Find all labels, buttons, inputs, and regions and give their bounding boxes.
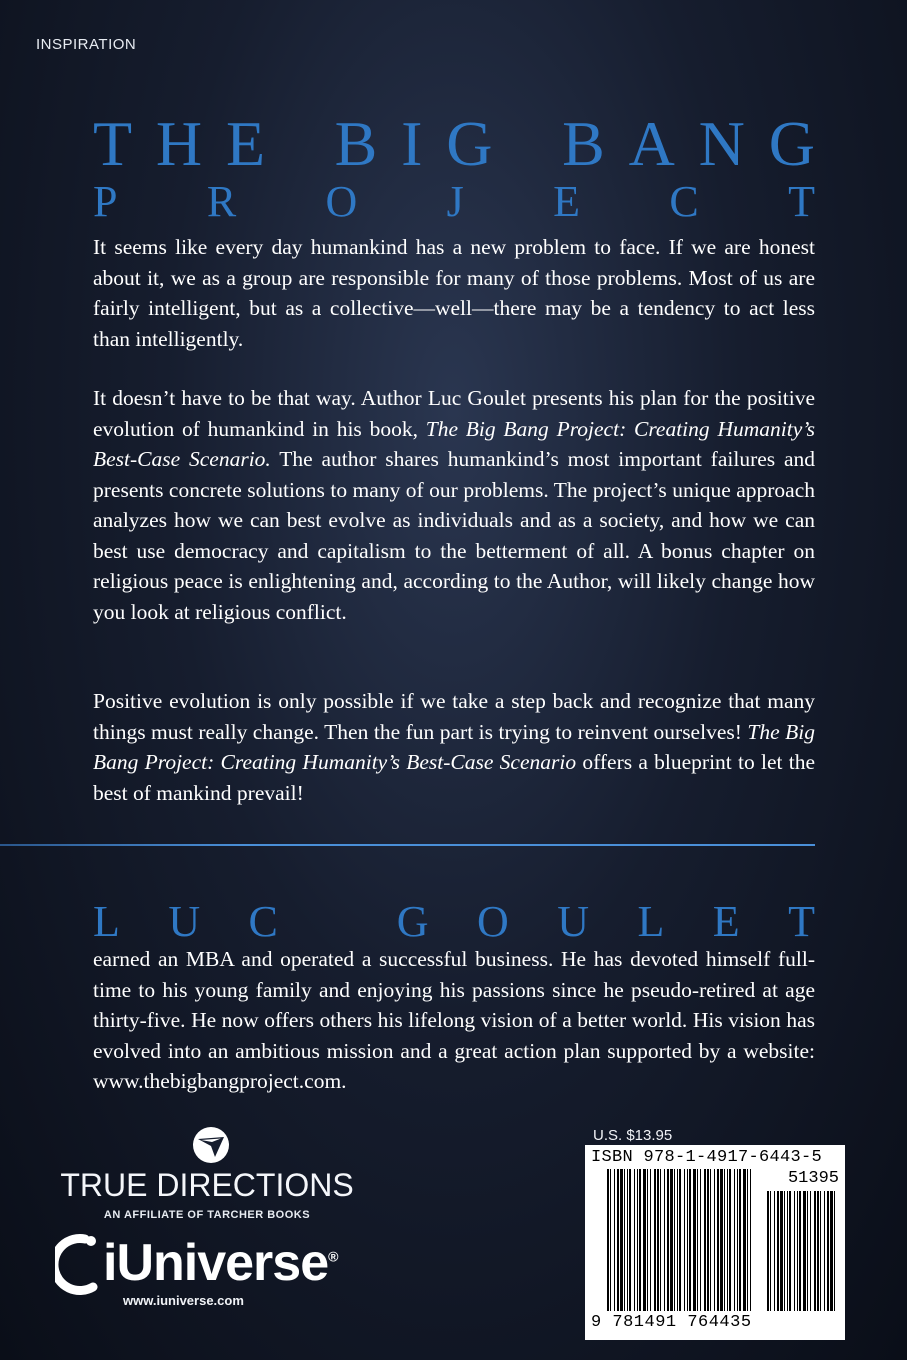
title-letter: E	[225, 108, 266, 179]
isbn-digits: 9 781491 764435	[591, 1313, 752, 1332]
isbn-barcode	[585, 1145, 845, 1340]
author-letter: U	[168, 897, 201, 946]
title-letter: B	[334, 108, 378, 179]
title-space	[516, 112, 538, 176]
title-letter: G	[768, 108, 815, 179]
true-directions-arrow-icon	[191, 1125, 231, 1165]
author-letter: U	[557, 897, 589, 946]
author-letter: G	[396, 897, 429, 946]
description-paragraph-1: It seems like every day humankind has a new problem to face. If we are honest about it, we as a group are responsible for many of those problems. Most of us are fairly intelligent, but as a collective—well—there may be a tendency to act less than intelligently.	[93, 235, 815, 351]
price-code: 51395	[787, 1169, 839, 1188]
title-letter: P	[93, 177, 118, 226]
title-letter: A	[628, 108, 675, 179]
genre-label: INSPIRATION	[36, 36, 137, 53]
title-letter: O	[325, 177, 358, 226]
publisher-url: www.iuniverse.com	[123, 1293, 244, 1308]
iuniverse-wordmark	[103, 1233, 337, 1293]
author-letter: T	[788, 897, 815, 946]
author-letter: O	[477, 897, 509, 946]
author-space	[326, 900, 348, 944]
book-title-line2	[93, 177, 815, 226]
author-name	[93, 897, 815, 946]
title-letter: J	[446, 177, 464, 226]
registered-mark: ®	[328, 1248, 338, 1265]
paragraph-text: The author shares humankind’s most important failures and presents concrete solutions to many of our problems. The project’s unique approach analyzes how we can best evolve as individuals and as a society, and how we can best use democracy and capitalism to the betterment of all. A bonus chapter on religious peace is enlightening and, according to the Author, will likely change how you look at religious conflict.	[93, 447, 815, 624]
author-letter: L	[93, 897, 120, 946]
author-bio: earned an MBA and operated a successful business. He has devoted himself full-time to his young family and enjoying his passions since he pseudo-retired at age thirty-five. He now offers others his lifelong vision of a better world. His vision has evolved into an ambitious mission and a great action plan supported by a website: www.thebigbangproject.com.	[93, 947, 815, 1093]
title-letter: T	[93, 108, 133, 179]
description-paragraph-3	[93, 686, 815, 808]
book-title-line1	[93, 108, 815, 179]
isbn-label: ISBN 978-1-4917-6443-5	[591, 1148, 823, 1167]
title-letter: R	[206, 177, 237, 226]
author-letter: E	[712, 897, 740, 946]
book-title-italic: The Big Bang Project: Creating Humanity’s Best-Case Scenario	[93, 719, 816, 774]
title-letter: I	[401, 108, 423, 179]
section-divider	[0, 844, 815, 846]
title-space	[289, 112, 311, 176]
brand-name: iUniverse	[103, 1234, 329, 1292]
title-letter: E	[553, 177, 581, 226]
price-label: U.S. $13.95	[593, 1127, 673, 1144]
imprint-name: TRUE DIRECTIONS	[60, 1167, 354, 1203]
description-paragraph-2	[93, 383, 815, 627]
author-letter: C	[248, 897, 278, 946]
title-letter: B	[562, 108, 605, 179]
book-title-italic: The Big Bang Project: Creating Humanity’s Best-Case Scenario.	[93, 416, 815, 471]
title-letter: G	[446, 108, 493, 179]
author-letter: L	[637, 897, 665, 946]
paragraph-text: offers a blueprint to let the best of mankind prevail!	[93, 750, 815, 805]
title-letter: C	[669, 177, 699, 226]
barcode-icon	[585, 1145, 845, 1340]
imprint-affiliate: AN AFFILIATE OF TARCHER BOOKS	[103, 1209, 311, 1221]
title-letter: N	[698, 108, 745, 179]
title-letter: H	[155, 108, 203, 179]
paragraph-text: Positive evolution is only possible if we take a step back and recognize that many things must really change. Then the fun part is trying to reinvent ourselves!	[93, 689, 815, 744]
title-letter: T	[788, 177, 815, 226]
paragraph-text: It doesn’t have to be that way. Author Luc Goulet presents his plan for the positive evolution of humankind in his book,	[93, 386, 815, 441]
